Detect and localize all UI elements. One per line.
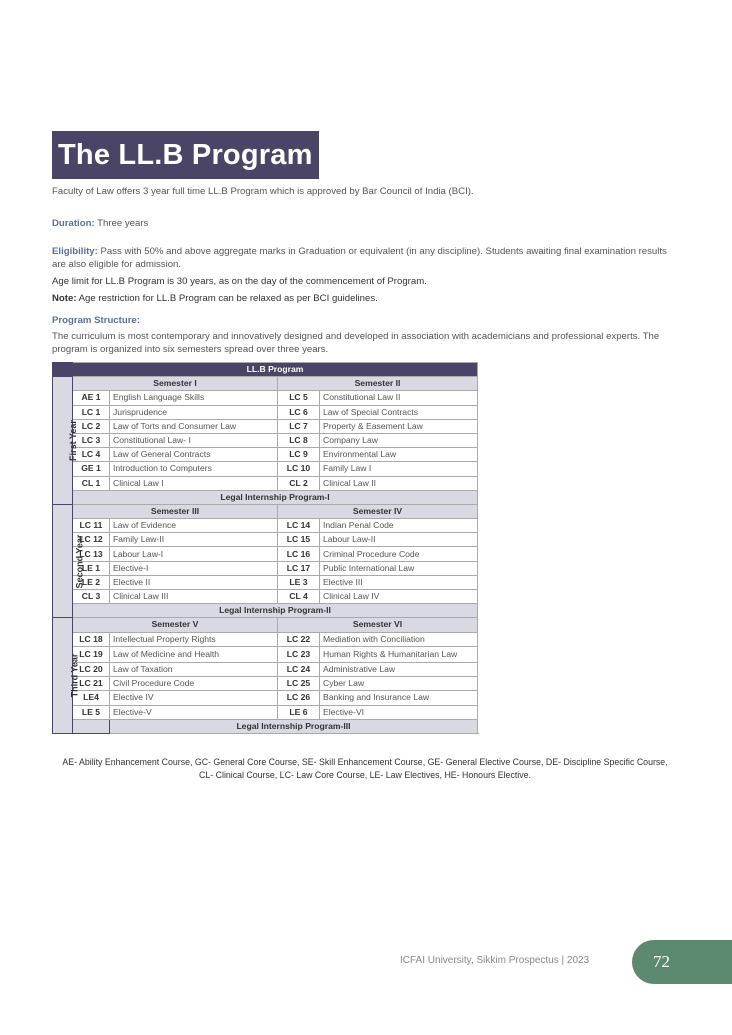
course-name: Cyber Law xyxy=(320,677,478,691)
course-name: Elective III xyxy=(320,575,478,589)
page-title-banner xyxy=(52,131,319,179)
semester-header-row xyxy=(53,377,478,391)
course-name: Indian Penal Code xyxy=(320,519,478,533)
course-name: Constitutional Law II xyxy=(320,391,478,405)
course-code: LC 13 xyxy=(73,547,110,561)
page-number-tab xyxy=(632,940,732,984)
intro-paragraph: Faculty of Law offers 3 year full time LL.B Program which is approved by Bar Council of India (BCI). xyxy=(52,186,474,197)
course-code: LC 23 xyxy=(278,646,320,662)
year-label: Second Year xyxy=(74,534,85,589)
semester-left-header: Semester III xyxy=(73,504,278,518)
table-row xyxy=(53,561,478,575)
table-row xyxy=(53,448,478,462)
internship-label: Legal Internship Program-III xyxy=(110,719,478,733)
course-name: Banking and Insurance Law xyxy=(320,691,478,705)
course-code: LC 4 xyxy=(73,448,110,462)
table-row xyxy=(53,691,478,705)
course-code: AE 1 xyxy=(73,391,110,405)
table-row xyxy=(53,590,478,604)
course-name: Elective IV xyxy=(110,691,278,705)
table-row xyxy=(53,632,478,646)
course-code: LC 9 xyxy=(278,448,320,462)
eligibility-value: Pass with 50% and above aggregate marks in Graduation or equivalent (in any discipline). Students awaiting final examination results are also eligible for admission. xyxy=(52,246,667,270)
course-code: LE4 xyxy=(73,691,110,705)
year-label-cell xyxy=(53,618,80,734)
course-name: Family Law-II xyxy=(110,533,278,547)
course-code: LC 12 xyxy=(73,533,110,547)
course-code: LE 1 xyxy=(73,561,110,575)
course-code: LC 19 xyxy=(73,646,110,662)
course-name: Criminal Procedure Code xyxy=(320,547,478,561)
internship-label: Legal Internship Program-II xyxy=(73,604,478,618)
course-code: LC 3 xyxy=(73,433,110,447)
eligibility-paragraph xyxy=(52,246,682,271)
course-code: LC 20 xyxy=(73,662,110,676)
course-name: Clinical Law II xyxy=(320,476,478,490)
course-code: LE 3 xyxy=(278,575,320,589)
course-code: LC 21 xyxy=(73,677,110,691)
course-name: Human Rights & Humanitarian Law xyxy=(320,646,478,662)
course-code: LC 14 xyxy=(278,519,320,533)
course-name: Company Law xyxy=(320,433,478,447)
course-code: CL 3 xyxy=(73,590,110,604)
course-code: LC 1 xyxy=(73,405,110,419)
course-name: Law of Evidence xyxy=(110,519,278,533)
semester-header-row xyxy=(53,618,478,632)
course-code: CL 4 xyxy=(278,590,320,604)
course-code: LC 6 xyxy=(278,405,320,419)
course-name: Constitutional Law- I xyxy=(110,433,278,447)
table-row xyxy=(53,405,478,419)
duration-label: Duration: xyxy=(52,218,95,229)
duration-value: Three years xyxy=(94,218,149,229)
table-corner-cell xyxy=(53,363,73,377)
course-name: Clinical Law III xyxy=(110,590,278,604)
course-code: LC 26 xyxy=(278,691,320,705)
table-row xyxy=(53,662,478,676)
program-table-container xyxy=(52,362,477,750)
course-name: English Language Skills xyxy=(110,391,278,405)
table-row xyxy=(53,677,478,691)
course-name: Public International Law xyxy=(320,561,478,575)
course-code: LC 15 xyxy=(278,533,320,547)
structure-label-line xyxy=(52,315,682,328)
course-name: Labour Law-II xyxy=(320,533,478,547)
course-code: LC 25 xyxy=(278,677,320,691)
footer-text: ICFAI University, Sikkim Prospectus | 2023 xyxy=(400,955,590,966)
semester-right-header: Semester VI xyxy=(278,618,478,632)
course-name: Clinical Law IV xyxy=(320,590,478,604)
course-code: LE 6 xyxy=(278,705,320,719)
semester-right-header: Semester IV xyxy=(278,504,478,518)
course-code: LE 5 xyxy=(73,705,110,719)
table-row xyxy=(53,419,478,433)
course-name: Elective II xyxy=(110,575,278,589)
course-name: Law of Torts and Consumer Law xyxy=(110,419,278,433)
table-row xyxy=(53,646,478,662)
course-name: Administrative Law xyxy=(320,662,478,676)
age-limit-paragraph: Age limit for LL.B Program is 30 years, as on the day of the commencement of Program. xyxy=(52,276,427,287)
table-row xyxy=(53,462,478,476)
note-label: Note: xyxy=(52,293,77,304)
course-name: Law of Medicine and Health xyxy=(110,646,278,662)
year-label-cell xyxy=(53,504,85,618)
course-code: LC 2 xyxy=(73,419,110,433)
table-row xyxy=(53,705,478,719)
semester-right-header: Semester II xyxy=(278,377,478,391)
course-name: Law of Taxation xyxy=(110,662,278,676)
page-title: The LL.B Program xyxy=(58,139,313,171)
table-title: LL.B Program xyxy=(73,363,478,377)
course-code: LC 24 xyxy=(278,662,320,676)
course-code: CL 1 xyxy=(73,476,110,490)
course-name: Elective-VI xyxy=(320,705,478,719)
course-name: Environmental Law xyxy=(320,448,478,462)
course-code: LC 18 xyxy=(73,632,110,646)
note-paragraph xyxy=(52,293,682,306)
table-row xyxy=(53,391,478,405)
table-corner-cell xyxy=(73,719,110,733)
internship-label: Legal Internship Program-I xyxy=(73,490,478,504)
course-code: LC 16 xyxy=(278,547,320,561)
internship-row xyxy=(53,719,478,733)
semester-left-header: Semester V xyxy=(73,618,278,632)
course-code: LC 5 xyxy=(278,391,320,405)
course-name: Clinical Law I xyxy=(110,476,278,490)
course-name: Law of General Contracts xyxy=(110,448,278,462)
table-row xyxy=(53,533,478,547)
course-code: LC 22 xyxy=(278,632,320,646)
eligibility-label: Eligibility: xyxy=(52,246,98,257)
course-name: Introduction to Computers xyxy=(110,462,278,476)
course-name: Law of Special Contracts xyxy=(320,405,478,419)
course-name: Property & Easement Law xyxy=(320,419,478,433)
program-table xyxy=(52,362,478,734)
internship-row xyxy=(53,490,478,504)
semester-header-row xyxy=(53,504,478,518)
table-row xyxy=(53,476,478,490)
duration-paragraph xyxy=(52,218,682,231)
year-label: Third Year xyxy=(69,653,80,698)
semester-left-header: Semester I xyxy=(73,377,278,391)
abbreviations-legend: AE- Ability Enhancement Course, GC- General Core Course, SE- Skill Enhancement Course, GE- General Elective Course, DE- Discipline Specific Course, CL- Clinical Course, LC- Law Core Course, LE- Law Electives, HE- Honours Elective. xyxy=(62,757,668,780)
note-value: Age restriction for LL.B Program can be relaxed as per BCI guidelines. xyxy=(76,293,378,304)
course-name: Mediation with Conciliation xyxy=(320,632,478,646)
table-row xyxy=(53,547,478,561)
internship-row xyxy=(53,604,478,618)
course-code: LC 17 xyxy=(278,561,320,575)
structure-label: Program Structure: xyxy=(52,315,140,326)
table-row xyxy=(53,575,478,589)
course-name: Elective-I xyxy=(110,561,278,575)
course-code: LC 8 xyxy=(278,433,320,447)
course-code: LC 10 xyxy=(278,462,320,476)
course-name: Jurisprudence xyxy=(110,405,278,419)
course-name: Family Law I xyxy=(320,462,478,476)
course-code: GE 1 xyxy=(73,462,110,476)
year-label: First Year xyxy=(67,420,78,461)
course-code: LE 2 xyxy=(73,575,110,589)
course-name: Labour Law-I xyxy=(110,547,278,561)
table-title-row xyxy=(53,363,478,377)
course-name: Civil Procedure Code xyxy=(110,677,278,691)
course-code: LC 11 xyxy=(73,519,110,533)
table-row xyxy=(53,519,478,533)
page-number: 72 xyxy=(653,952,670,971)
course-code: LC 7 xyxy=(278,419,320,433)
structure-paragraph: The curriculum is most contemporary and innovatively designed and developed in association with academicians and professional experts. The program is organized into six semesters spread over three years. xyxy=(52,331,660,355)
year-label-cell xyxy=(53,377,78,505)
table-row xyxy=(53,433,478,447)
course-code: CL 2 xyxy=(278,476,320,490)
course-name: Elective-V xyxy=(110,705,278,719)
course-name: Intellectual Property Rights xyxy=(110,632,278,646)
